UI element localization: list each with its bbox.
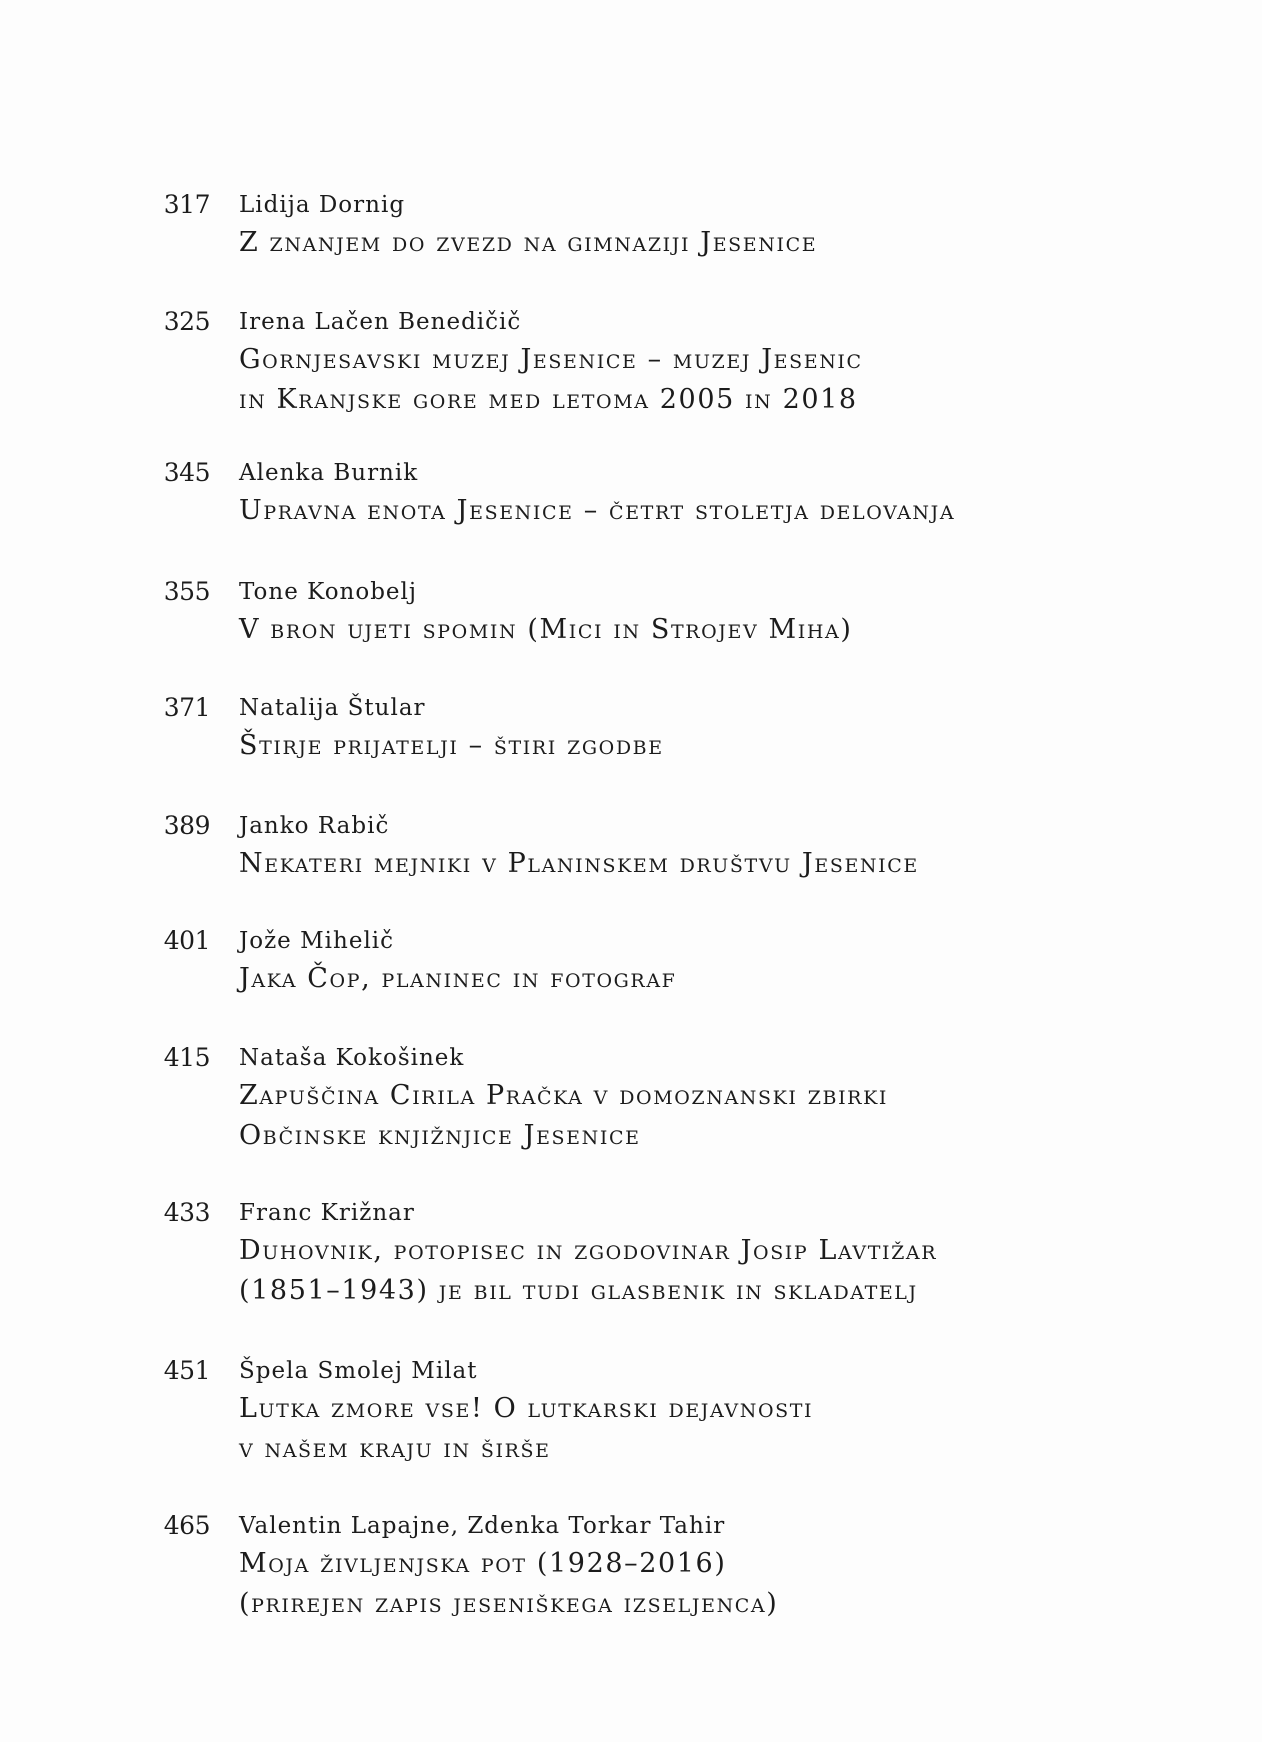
toc-title-line: Štirje prijatelji – štiri zgodbe [239, 730, 664, 761]
toc-author: Lidija Dornig [239, 192, 406, 218]
toc-title-line: Moja življenjska pot (1928–2016) [239, 1548, 727, 1579]
toc-title-line: (1851–1943) je bil tudi glasbenik in skladatelj [239, 1275, 918, 1306]
toc-entry-content [239, 455, 1119, 531]
toc-entry-content [239, 1040, 1119, 1156]
toc-page-number: 371 [163, 693, 210, 722]
toc-page-number: 317 [163, 190, 210, 219]
toc-title-line: Lutka zmore vse! O lutkarski dejavnosti [239, 1393, 814, 1424]
toc-title-line: (prirejen zapis jeseniškega izseljenca) [239, 1588, 779, 1619]
toc-entry-content [239, 187, 1119, 263]
toc-title-line: Duhovnik, potopisec in zgodovinar Josip Lavtižar [239, 1235, 938, 1266]
toc-page-number: 415 [163, 1043, 210, 1072]
toc-author: Janko Rabič [239, 813, 390, 839]
toc-author: Nataša Kokošinek [239, 1045, 465, 1071]
toc-entry-content [239, 1195, 1119, 1311]
toc-title-line: Nekateri mejniki v Planinskem društvu Jesenice [239, 848, 919, 879]
toc-page-number: 355 [163, 577, 210, 606]
toc-entry-content [239, 1353, 1119, 1469]
toc-author: Alenka Burnik [239, 460, 419, 486]
toc-entry-content [239, 690, 1119, 766]
toc-entry-content [239, 923, 1119, 999]
toc-page-number: 451 [163, 1356, 210, 1385]
toc-author: Jože Mihelič [239, 928, 395, 954]
toc-page-number: 433 [163, 1198, 210, 1227]
toc-entry-content [239, 808, 1119, 884]
toc-title-line: v našem kraju in širše [239, 1433, 551, 1464]
toc-author: Natalija Štular [239, 695, 426, 721]
toc-title-line: in Kranjske gore med letoma 2005 in 2018 [239, 384, 858, 415]
toc-author: Valentin Lapajne, Zdenka Torkar Tahir [239, 1513, 726, 1539]
toc-title-line: V bron ujeti spomin (Mici in Strojev Miha) [239, 614, 853, 645]
toc-title-line: Z znanjem do zvezd na gimnaziji Jesenice [239, 227, 818, 258]
toc-author: Špela Smolej Milat [239, 1358, 478, 1384]
toc-page-number: 325 [163, 307, 210, 336]
toc-author: Franc Križnar [239, 1200, 415, 1226]
toc-page-number: 401 [163, 926, 210, 955]
toc-author: Tone Konobelj [239, 579, 418, 605]
toc-page-number: 465 [163, 1511, 210, 1540]
toc-title-line: Občinske knjižnjice Jesenice [239, 1120, 641, 1151]
toc-entry-content [239, 574, 1119, 650]
toc-entry-content [239, 304, 1119, 420]
toc-title-line: Upravna enota Jesenice – četrt stoletja delovanja [239, 495, 956, 526]
toc-entry-content [239, 1508, 1119, 1624]
toc-title-line: Gornjesavski muzej Jesenice – muzej Jesenic [239, 344, 863, 375]
toc-page-number: 389 [163, 811, 210, 840]
toc-page-number: 345 [163, 458, 210, 487]
toc-author: Irena Lačen Benedičič [239, 309, 522, 335]
toc-title-line: Zapuščina Cirila Pračka v domoznanski zbirki [239, 1080, 888, 1111]
toc-title-line: Jaka Čop, planinec in fotograf [239, 963, 677, 994]
